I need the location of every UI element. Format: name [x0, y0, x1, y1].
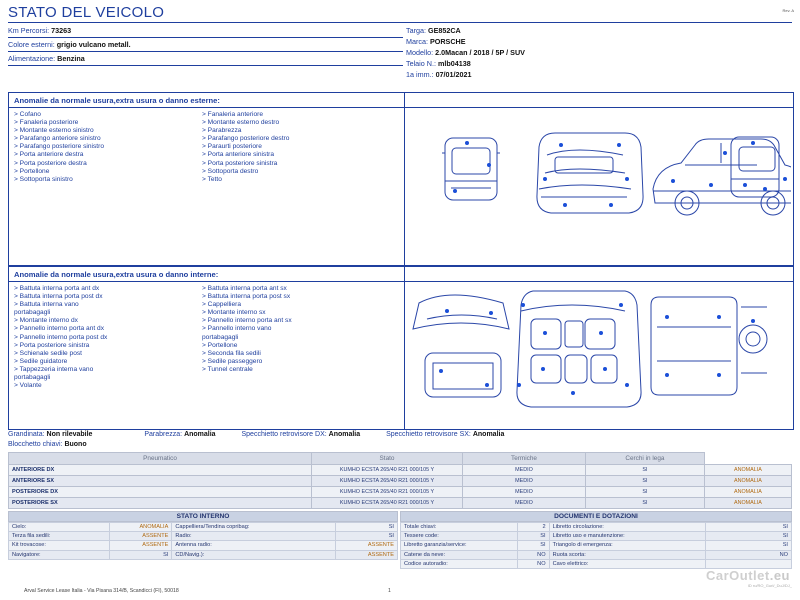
anomaly-value: Anomalia	[184, 431, 216, 438]
tyres-col-cerchi: Cerchi in lega	[586, 453, 705, 465]
table-row	[9, 550, 398, 559]
list-item: > Sottoporta destro	[202, 167, 259, 175]
table-row	[9, 532, 398, 541]
list-item: > Volante	[14, 382, 42, 390]
field-label: Navigatore:	[9, 550, 110, 559]
meta-label: Telaio N.:	[406, 59, 436, 68]
anomalies-row-2	[8, 440, 792, 450]
anomaly-value: Buono	[64, 441, 87, 448]
meta-label: Km Percorsi:	[8, 26, 50, 35]
meta-value: PORSCHE	[429, 37, 466, 46]
list-item: > Fanaleria posteriore	[14, 119, 79, 127]
meta-value: GE852CA	[427, 26, 461, 35]
list-item: > Battuta interna porta post sx	[202, 293, 291, 301]
list-item: > Battuta interna porta post dx	[14, 293, 103, 301]
meta-row	[406, 36, 792, 47]
field-label: Libretto uso e manutenzione:	[549, 532, 705, 541]
tyre-termiche: SI	[586, 465, 705, 476]
table-row	[401, 532, 792, 541]
meta-label: Modello:	[406, 48, 434, 57]
meta-row	[8, 39, 403, 50]
internal-damage-panel	[8, 266, 794, 430]
list-item: > Tetto	[202, 175, 222, 183]
list-item: > Pannello interno porta ant sx	[202, 317, 292, 325]
anomaly-label: Blocchetto chiavi:	[8, 441, 63, 448]
internal-col-1	[14, 285, 194, 390]
list-item: > Porta posteriore sinistra	[202, 159, 278, 167]
list-item: > Sedile guidatore	[14, 357, 68, 365]
footer-address: Arval Service Lease Italia - Via Pisana 314/B, Scandicci (FI), 50018	[24, 588, 179, 594]
list-item: > Parabrezza	[202, 127, 242, 135]
documenti-panel	[400, 511, 792, 569]
field-label: Antenna radio:	[172, 541, 335, 550]
list-item: > Schienale sedile post	[14, 349, 82, 357]
tyre-position: POSTERIORE DX	[9, 487, 312, 498]
list-item: portabagagli	[14, 309, 51, 317]
footer-page-number: 1	[388, 588, 391, 594]
field-label: Radio:	[172, 532, 335, 541]
list-item: > Parafango posteriore sinistro	[14, 143, 104, 151]
anomaly-mirror-sx	[386, 430, 504, 440]
anomalies-row-1	[8, 430, 792, 440]
stato-interno-title: STATO INTERNO	[8, 511, 398, 522]
field-value: SI	[110, 550, 172, 559]
list-item: > Paraurti posteriore	[202, 143, 262, 151]
tyre-cerchi: ANOMALIA	[704, 465, 791, 476]
tyre-position: ANTERIORE DX	[9, 465, 312, 476]
table-row	[9, 487, 792, 498]
field-value: SI	[518, 541, 549, 550]
vehicle-meta-right	[406, 25, 792, 80]
meta-value: Benzina	[57, 54, 85, 63]
list-item: > Tappezzeria interna vano	[14, 365, 94, 373]
anomaly-grandinata	[8, 430, 92, 440]
field-label: Triangolo di emergenza:	[549, 541, 705, 550]
meta-rule	[8, 65, 403, 66]
list-item: portabagagli	[14, 374, 51, 382]
meta-label: Alimentazione:	[8, 54, 56, 63]
external-damage-panel	[8, 92, 794, 266]
meta-value: mlb04138	[437, 59, 471, 68]
field-value: 2	[518, 523, 549, 532]
anomaly-label: Grandinata:	[8, 431, 45, 438]
field-value: ASSENTE	[335, 541, 397, 550]
meta-label: Targa:	[406, 26, 426, 35]
field-value: ASSENTE	[110, 532, 172, 541]
tyres-header-row	[9, 453, 792, 465]
list-item: > Parafango posteriore destro	[202, 135, 290, 143]
vehicle-meta-left	[8, 25, 403, 67]
anomaly-value: Non rilevabile	[46, 431, 93, 438]
list-item: > Battuta interna porta ant dx	[14, 285, 100, 292]
field-label: Libretto circolazione:	[549, 523, 705, 532]
tyre-position: ANTERIORE SX	[9, 476, 312, 487]
list-item: > Porta anteriore destra	[14, 151, 84, 159]
meta-rule	[8, 37, 403, 38]
field-value: NO	[705, 550, 791, 559]
watermark	[706, 568, 790, 583]
tyre-spec: KUMHO ECSTA 265/40 R21 000/105 Y	[312, 487, 463, 498]
list-item: > Portellone	[202, 341, 238, 349]
tyre-spec: KUMHO ECSTA 265/40 R21 000/105 Y	[312, 476, 463, 487]
meta-row	[406, 69, 792, 80]
list-item: > Pannello interno porta ant dx	[14, 325, 104, 333]
tyre-stato: MEDIO	[463, 465, 586, 476]
external-damage-heading: Anomalie da normale usura,extra usura o danno esterne:	[14, 96, 220, 105]
field-value: ASSENTE	[110, 541, 172, 550]
field-label: Codice autoradio:	[401, 559, 518, 568]
external-col-2	[202, 111, 397, 184]
tyre-termiche: SI	[586, 498, 705, 509]
field-value: ASSENTE	[335, 550, 397, 559]
anomaly-label: Parabrezza:	[144, 431, 183, 438]
tyre-cerchi: ANOMALIA	[704, 476, 791, 487]
external-col-1	[14, 111, 194, 184]
table-row	[401, 541, 792, 550]
table-row	[9, 498, 792, 509]
list-item: > Battuta interna vano	[14, 301, 79, 309]
anomaly-value: Anomalia	[472, 431, 505, 438]
watermark-text: CarOutlet	[705, 568, 770, 583]
field-value: ANOMALIA	[110, 523, 172, 532]
documenti-title: DOCUMENTI E DOTAZIONI	[400, 511, 792, 522]
field-label: Ruota scorta:	[549, 550, 705, 559]
header-divider	[8, 22, 792, 23]
tyres-col-pneumatico: Pneumatico	[9, 453, 312, 465]
field-label: Cappelliera/Tendina copribag:	[172, 523, 335, 532]
tyre-termiche: SI	[586, 476, 705, 487]
table-row	[9, 541, 398, 550]
anomaly-parabrezza	[144, 430, 215, 440]
list-item: > Fanaleria anteriore	[202, 111, 264, 118]
interior-diagram	[405, 267, 793, 429]
tyres-table	[8, 452, 792, 509]
table-row	[9, 523, 398, 532]
list-item: portabagagli	[202, 333, 239, 341]
list-item: > Sedile passeggero	[202, 357, 263, 365]
page-title: STATO DEL VEICOLO	[8, 4, 165, 21]
corner-code: ID ru/RO_Gurl/_DuJ/DJ_	[747, 583, 792, 588]
field-label: Terza fila sedili:	[9, 532, 110, 541]
internal-col-2	[202, 285, 397, 374]
meta-row	[406, 47, 792, 58]
tyre-cerchi: ANOMALIA	[704, 487, 791, 498]
meta-row	[8, 25, 403, 36]
field-value: SI	[705, 541, 791, 550]
field-value: NO	[518, 550, 549, 559]
meta-label: 1a imm.:	[406, 70, 434, 79]
tyre-position: POSTERIORE SX	[9, 498, 312, 509]
meta-row	[406, 25, 792, 36]
watermark-suffix: .eu	[769, 568, 790, 583]
table-row	[9, 476, 792, 487]
field-value: SI	[335, 532, 397, 541]
list-item: > Pannello interno vano	[202, 325, 272, 333]
list-item: > Pannello interno porta post dx	[14, 333, 108, 341]
tyre-stato: MEDIO	[463, 476, 586, 487]
tyre-spec: KUMHO ECSTA 265/40 R21 000/105 Y	[312, 498, 463, 509]
meta-value: 73263	[51, 26, 72, 35]
list-item: > Battuta interna porta ant sx	[202, 285, 287, 292]
table-row	[9, 465, 792, 476]
field-value: SI	[335, 523, 397, 532]
list-item: > Porta posteriore destra	[14, 159, 87, 167]
field-label: Cielo:	[9, 523, 110, 532]
meta-rule	[8, 51, 403, 52]
field-label: Tessere code:	[401, 532, 518, 541]
field-label: Cavo elettrico:	[549, 559, 705, 568]
list-item: > Montante esterno destro	[202, 119, 280, 127]
field-label: Libretto garanzia/service:	[401, 541, 518, 550]
tyre-cerchi: ANOMALIA	[704, 498, 791, 509]
list-item: > Portellone	[14, 167, 50, 175]
anomaly-value: Anomalia	[328, 431, 361, 438]
anomaly-label: Specchietto retrovisore SX:	[386, 431, 471, 438]
meta-value: 07/01/2021	[435, 70, 472, 79]
list-item: > Seconda fila sedili	[202, 349, 261, 357]
table-row	[401, 523, 792, 532]
revision-label: Rev. A	[782, 8, 794, 13]
meta-label: Colore esterni:	[8, 40, 55, 49]
list-item: > Montante interno dx	[14, 317, 78, 325]
field-value: SI	[705, 532, 791, 541]
list-item: > Tunnel centrale	[202, 365, 253, 373]
field-value: SI	[518, 532, 549, 541]
list-item: > Porta posteriore sinistra	[14, 341, 90, 349]
meta-value: grigio vulcano metall.	[56, 40, 131, 49]
list-item: > Montante esterno sinistro	[14, 127, 94, 135]
field-label: Catene da neve:	[401, 550, 518, 559]
list-item: > Parafango anteriore sinistro	[14, 135, 101, 143]
list-item: > Cappelliera	[202, 301, 242, 309]
tyre-termiche: SI	[586, 487, 705, 498]
anomaly-label: Specchietto retrovisore DX:	[241, 431, 327, 438]
anomalies-summary	[8, 430, 792, 450]
field-value: SI	[705, 523, 791, 532]
list-item: > Cofano	[14, 111, 41, 118]
list-item: > Porta anteriore sinistra	[202, 151, 275, 159]
tyres-col-stato: Stato	[312, 453, 463, 465]
tyre-spec: KUMHO ECSTA 265/40 R21 000/105 Y	[312, 465, 463, 476]
field-label: Totale chiavi:	[401, 523, 518, 532]
exterior-diagram	[405, 93, 793, 265]
vehicle-meta	[8, 25, 792, 88]
table-row	[401, 550, 792, 559]
meta-value: 2.0Macan / 2018 / 5P / SUV	[435, 48, 525, 57]
list-item: > Montante interno sx	[202, 309, 266, 317]
internal-damage-heading: Anomalie da normale usura,extra usura o danno interne:	[14, 270, 219, 279]
stato-interno-panel	[8, 511, 398, 560]
tyre-stato: MEDIO	[463, 487, 586, 498]
meta-row	[406, 58, 792, 69]
meta-row	[8, 53, 403, 64]
meta-label: Marca:	[406, 37, 428, 46]
tyres-col-termiche: Termiche	[463, 453, 586, 465]
field-label: Kit trovacose:	[9, 541, 110, 550]
list-item: > Sottoporta sinistro	[14, 175, 73, 183]
tyre-stato: MEDIO	[463, 498, 586, 509]
field-value: NO	[518, 559, 549, 568]
anomaly-blocchetto-chiavi	[8, 440, 87, 450]
anomaly-mirror-dx	[241, 430, 360, 440]
field-label: CD/Navig.):	[172, 550, 335, 559]
